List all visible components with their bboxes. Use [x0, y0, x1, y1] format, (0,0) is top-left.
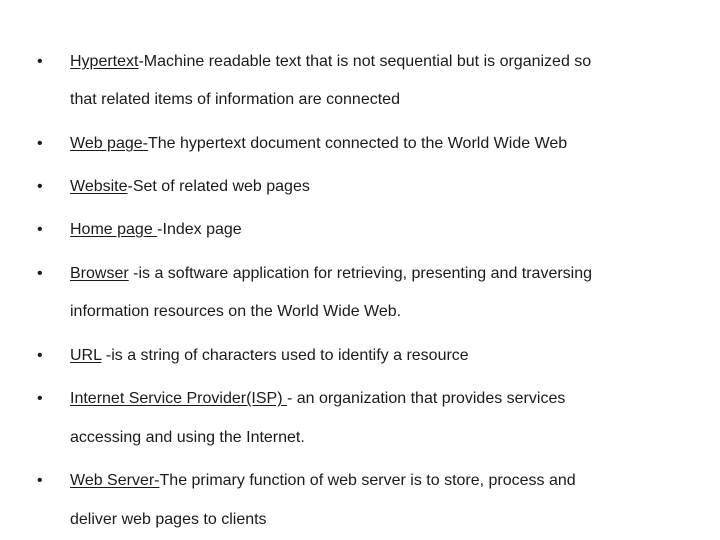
item-line [70, 471, 576, 491]
bullet-icon: • [37, 347, 43, 364]
item-line [70, 220, 242, 240]
item-line [70, 389, 565, 409]
definition-text: - an organization that provides services [286, 390, 566, 407]
term-website: Website [70, 178, 128, 195]
term-browser: Browser [70, 265, 129, 282]
definition-text: -Set of related web pages [127, 178, 310, 195]
definition-text: -is a software application for retrieving, presenting and traversing [128, 265, 593, 282]
bullet-icon: • [37, 135, 43, 152]
definition-text: The primary function of web server is to store, process and [159, 472, 576, 489]
item-line [70, 52, 591, 72]
bullet-icon: • [37, 53, 43, 70]
term-isp: Internet Service Provider(ISP) [70, 390, 287, 407]
bullet-icon: • [37, 472, 43, 489]
item-line [70, 346, 469, 366]
item-line [70, 134, 567, 154]
term-web-server: Web Server- [70, 472, 160, 489]
item-line [70, 177, 310, 197]
term-url: URL [70, 347, 102, 364]
definition-text: The hypertext document connected to the World Wide Web [147, 135, 568, 152]
term-hypertext: Hypertext [70, 53, 139, 70]
definition-text: -is a string of characters used to identify a resource [101, 347, 469, 364]
bullet-icon: • [37, 265, 43, 282]
term-web-page: Web page- [70, 135, 148, 152]
definition-text: -Index page [157, 221, 242, 238]
definition-continuation: deliver web pages to clients [70, 511, 267, 528]
item-line [70, 264, 592, 284]
definition-continuation: that related items of information are connected [70, 91, 400, 108]
definition-text: -Machine readable text that is not sequential but is organized so [138, 53, 592, 70]
bullet-icon: • [37, 390, 43, 407]
bullet-icon: • [37, 221, 43, 238]
definition-continuation: accessing and using the Internet. [70, 429, 305, 446]
term-home-page: Home page [70, 221, 158, 238]
bullet-icon: • [37, 178, 43, 195]
definition-continuation: information resources on the World Wide Web. [70, 303, 402, 320]
